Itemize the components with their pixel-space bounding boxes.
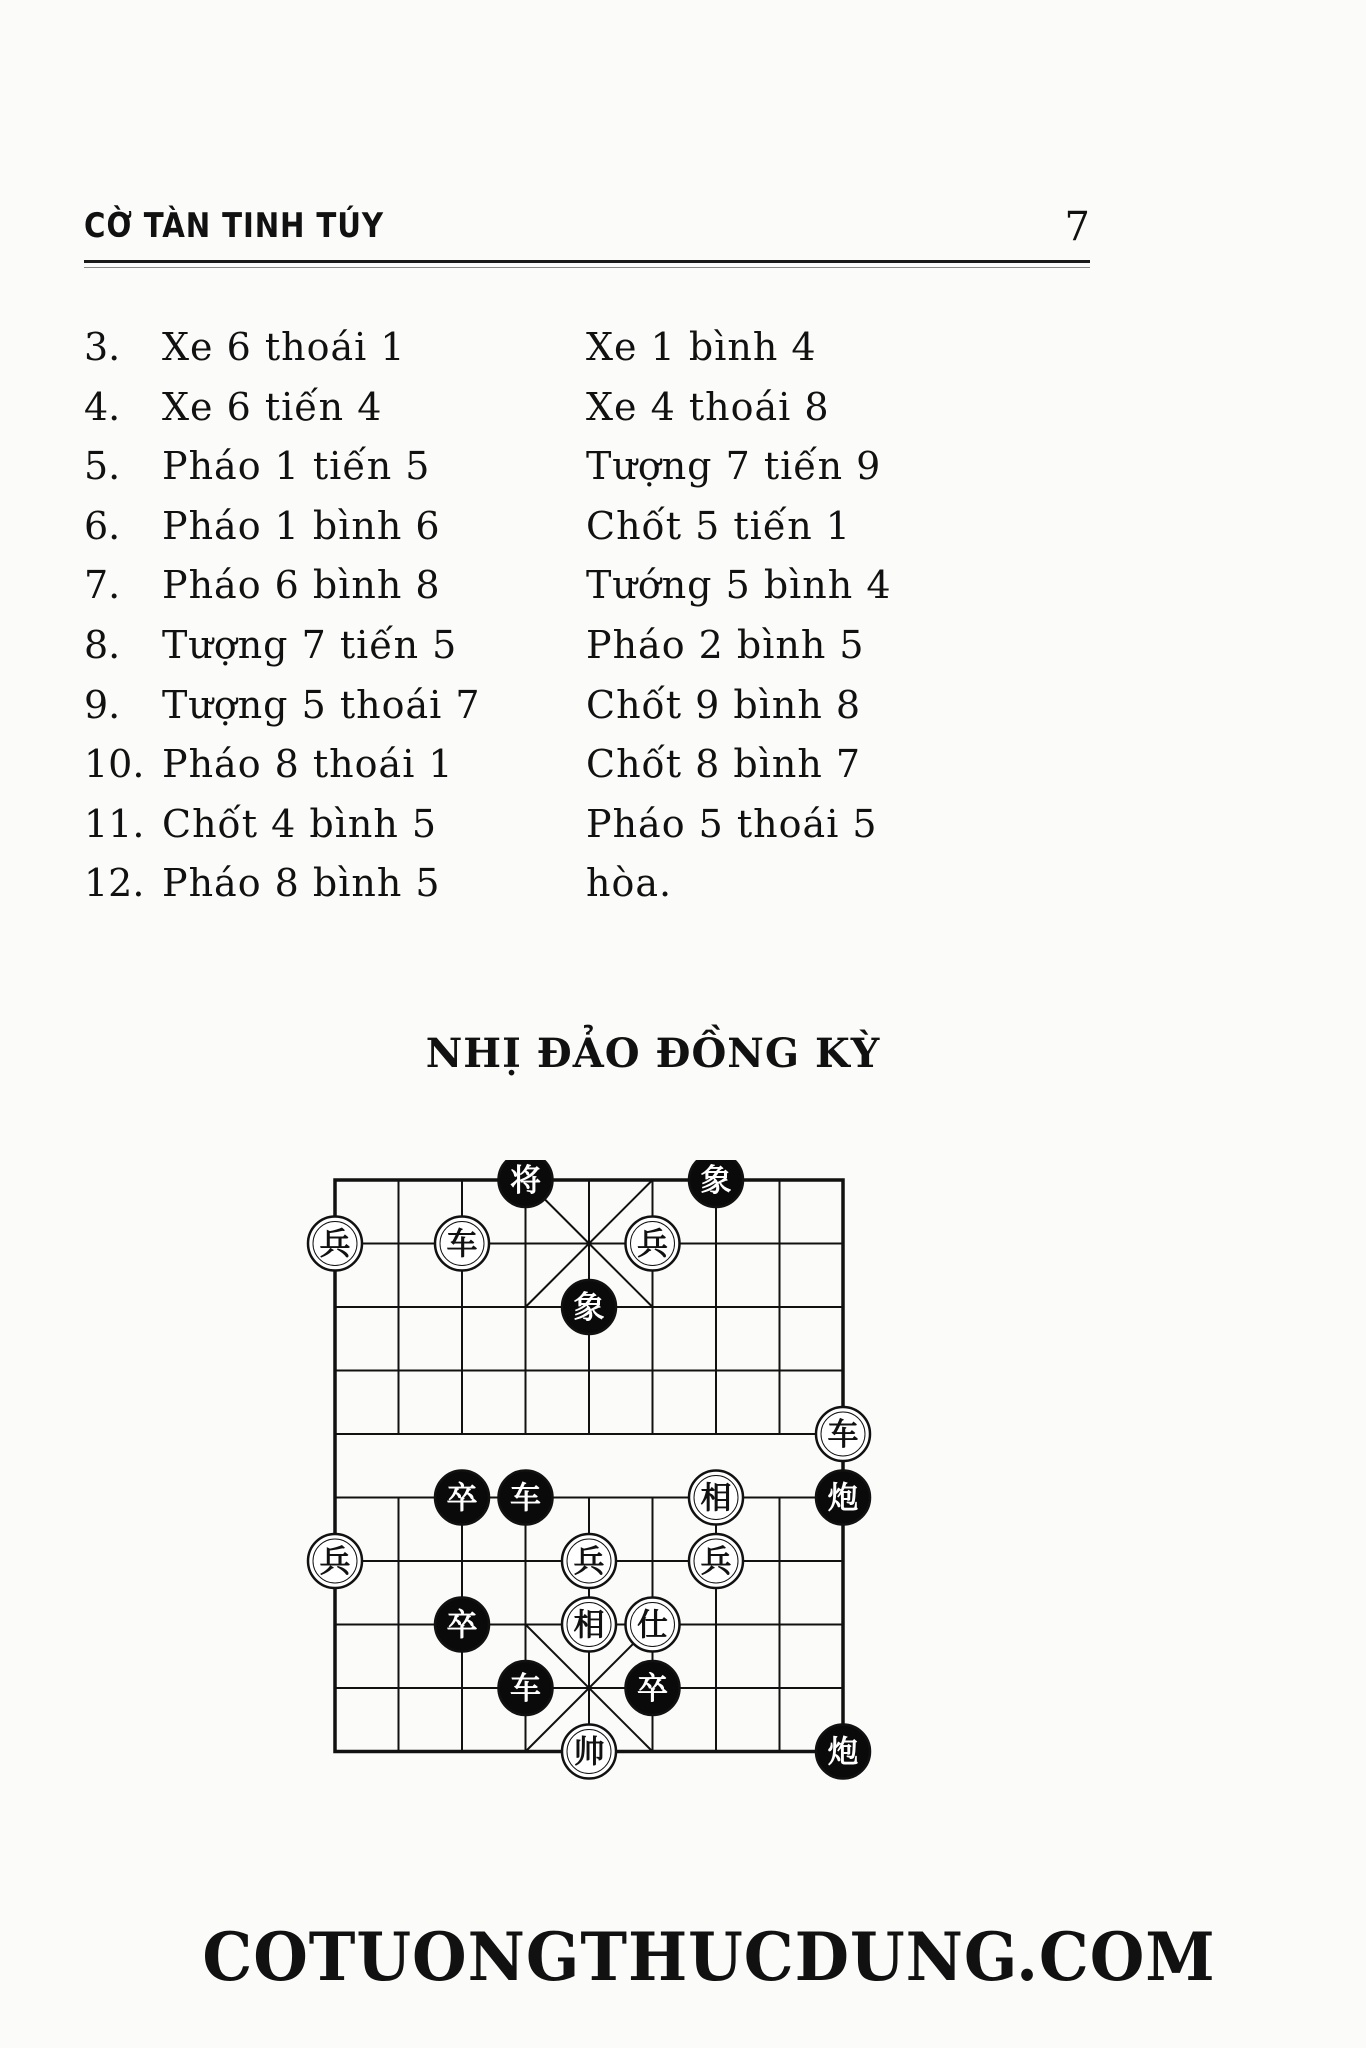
piece-label: 车 [446, 1226, 478, 1263]
move-row [84, 497, 984, 557]
black-move: Pháo 5 thoái 5 [586, 801, 878, 846]
red-move: Pháo 8 bình 5 [162, 861, 441, 906]
piece-label: 炮 [827, 1734, 859, 1771]
move-row [84, 616, 984, 676]
move-row [84, 854, 984, 914]
piece-label: 卒 [446, 1480, 478, 1517]
move-number: 3. [84, 325, 121, 369]
black-move: Tướng 5 bình 4 [586, 563, 892, 608]
piece-label: 象 [700, 1163, 732, 1199]
move-number: 9. [84, 682, 121, 727]
running-header [84, 196, 1090, 263]
move-number: 4. [84, 384, 121, 429]
piece-label: 帅 [573, 1734, 605, 1771]
piece-label: 相 [573, 1607, 605, 1644]
move-row [84, 735, 984, 795]
black-move: Xe 4 thoái 8 [586, 384, 830, 429]
piece-label: 兵 [573, 1544, 605, 1580]
move-row [84, 318, 984, 378]
piece-label: 相 [700, 1480, 732, 1517]
black-move: Chốt 9 bình 8 [586, 682, 862, 727]
piece-label: 车 [510, 1671, 541, 1707]
move-row [84, 795, 984, 855]
piece-label: 卒 [446, 1607, 478, 1644]
move-row [84, 437, 984, 497]
black-move: Tượng 7 tiến 9 [586, 444, 882, 489]
red-move: Pháo 1 bình 6 [162, 503, 441, 548]
move-number: 7. [84, 563, 121, 608]
site-banner: COTUONGTHUCDUNG.COM [202, 1918, 1216, 1996]
xiangqi-board [290, 1160, 890, 1820]
section-title: NHỊ ĐẢO ĐỒNG KỲ [425, 1030, 881, 1077]
piece-label: 将 [510, 1163, 541, 1199]
piece-label: 炮 [827, 1480, 859, 1517]
piece-label: 兵 [637, 1226, 668, 1263]
red-move: Tượng 5 thoái 7 [162, 682, 481, 727]
black-move: Pháo 2 bình 5 [586, 622, 865, 667]
move-row [84, 378, 984, 438]
move-list [84, 318, 984, 914]
red-move: Xe 6 thoái 1 [162, 325, 406, 369]
piece-label: 车 [510, 1480, 541, 1517]
black-move: Chốt 8 bình 7 [586, 742, 862, 787]
piece-label: 卒 [637, 1671, 668, 1707]
red-move: Pháo 6 bình 8 [162, 563, 441, 608]
piece-label: 车 [827, 1417, 859, 1453]
book-title: CỜ TÀN TINH TÚY [84, 206, 384, 246]
black-move: Xe 1 bình 4 [586, 325, 817, 369]
red-move: Tượng 7 tiến 5 [162, 622, 458, 667]
red-move: Chốt 4 bình 5 [162, 801, 438, 846]
page-number: 7 [1064, 204, 1090, 250]
black-move: Chốt 5 tiến 1 [586, 503, 851, 548]
red-move: Xe 6 tiến 4 [162, 384, 383, 429]
move-number: 11. [84, 801, 145, 846]
move-row [84, 556, 984, 616]
piece-label: 仕 [637, 1607, 668, 1644]
piece-label: 兵 [700, 1544, 732, 1580]
piece-label: 兵 [319, 1544, 351, 1580]
move-row [84, 676, 984, 736]
piece-label: 兵 [319, 1226, 351, 1263]
move-number: 5. [84, 444, 121, 489]
piece-label: 象 [573, 1290, 605, 1326]
black-move: hòa. [586, 861, 673, 906]
move-number: 10. [84, 742, 145, 787]
move-number: 8. [84, 622, 121, 667]
red-move: Pháo 1 tiến 5 [162, 444, 431, 489]
red-move: Pháo 8 thoái 1 [162, 742, 454, 787]
move-number: 12. [84, 861, 145, 906]
move-number: 6. [84, 503, 121, 548]
